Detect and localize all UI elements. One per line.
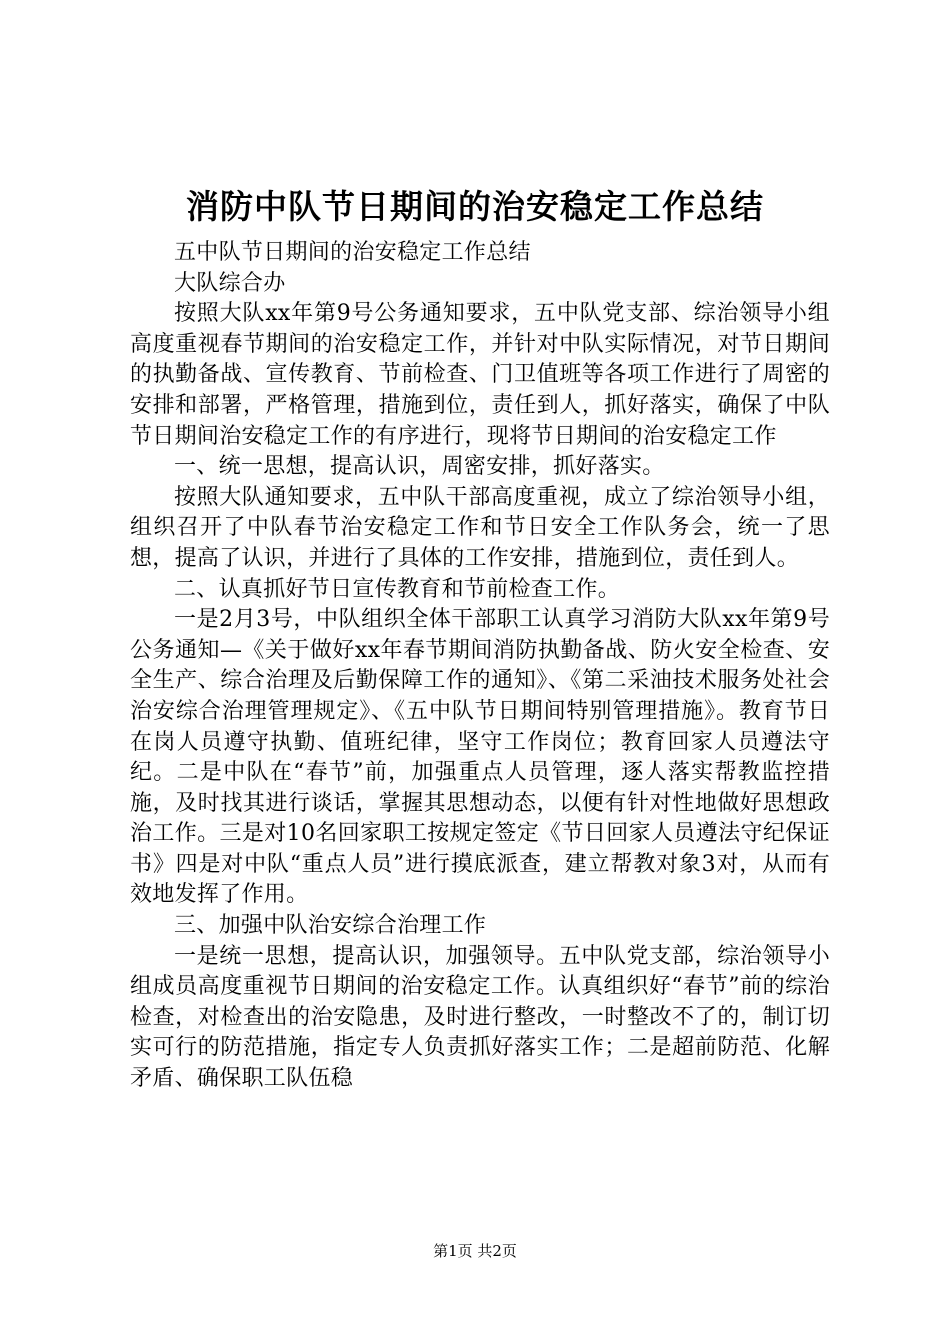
section-heading-1: 一、统一思想，提高认识，周密安排，抓好落实。 — [174, 454, 665, 480]
document-body — [130, 238, 830, 1095]
body-paragraph: 按照大队通知要求，五中队干部高度重视，成立了综治领导小组，组织召开了中队春节治安稳定工作和节日安全工作队务会，统一了思想，提高了认识，并进行了具体的工作安排，措施到位，责任到人。 — [130, 484, 830, 571]
body-paragraph: 按照大队xx年第9号公务通知要求，五中队党支部、综治领导小组高度重视春节期间的治安稳定工作，并针对中队实际情况，对节日期间的执勤备战、宣传教育、节前检查、门卫值班等各项工作进行了周密的安排和部署，严格管理，措施到位，责任到人，抓好落实，确保了中队节日期间治安稳定工作的有序进行，现将节日期间的治安稳定工作 — [130, 301, 830, 449]
body-paragraph: 一是2月3号，中队组织全体干部职工认真学习消防大队xx年第9号公务通知—《关于做好xx年春节期间消防执勤备战、防火安全检查、安全生产、综合治理及后勤保障工作的通知》、《第二采油技术服务处社会治安综合治理管理规定》、《五中队节日期间特别管理措施》。教育节日在岗人员遵守执勤、值班纪律，坚守工作岗位；教育回家人员遵法守纪。二是中队在“春节”前，加强重点人员管理，逐人落实帮教监控措施，及时找其进行谈话，掌握其思想动态，以便有针对性地做好思想政治工作。三是对10名回家职工按规定签定《节日回家人员遵法守纪保证书》四是对中队“重点人员”进行摸底派查，建立帮教对象3对，从而有效地发挥了作用。 — [130, 607, 830, 908]
body-paragraph: 一是统一思想，提高认识，加强领导。五中队党支部，综治领导小组成员高度重视节日期间的治安稳定工作。认真组织好“春节”前的综治检查，对检查出的治安隐患，及时进行整改，一时整改不了的，制订切实可行的防范措施，指定专人负责抓好落实工作；二是超前防范、化解矛盾、确保职工队伍稳 — [130, 943, 830, 1092]
section-heading-2: 二、认真抓好节日宣传教育和节前检查工作。 — [174, 576, 621, 602]
subtitle-paragraph: 五中队节日期间的治安稳定工作总结 — [174, 240, 531, 265]
page-footer: 第1页 共2页 — [433, 1242, 517, 1260]
section-heading-3: 三、加强中队治安综合治理工作 — [174, 913, 487, 939]
document-title: 消防中队节日期间的治安稳定工作总结 — [186, 187, 764, 226]
department-paragraph: 大队综合办 — [174, 270, 286, 296]
